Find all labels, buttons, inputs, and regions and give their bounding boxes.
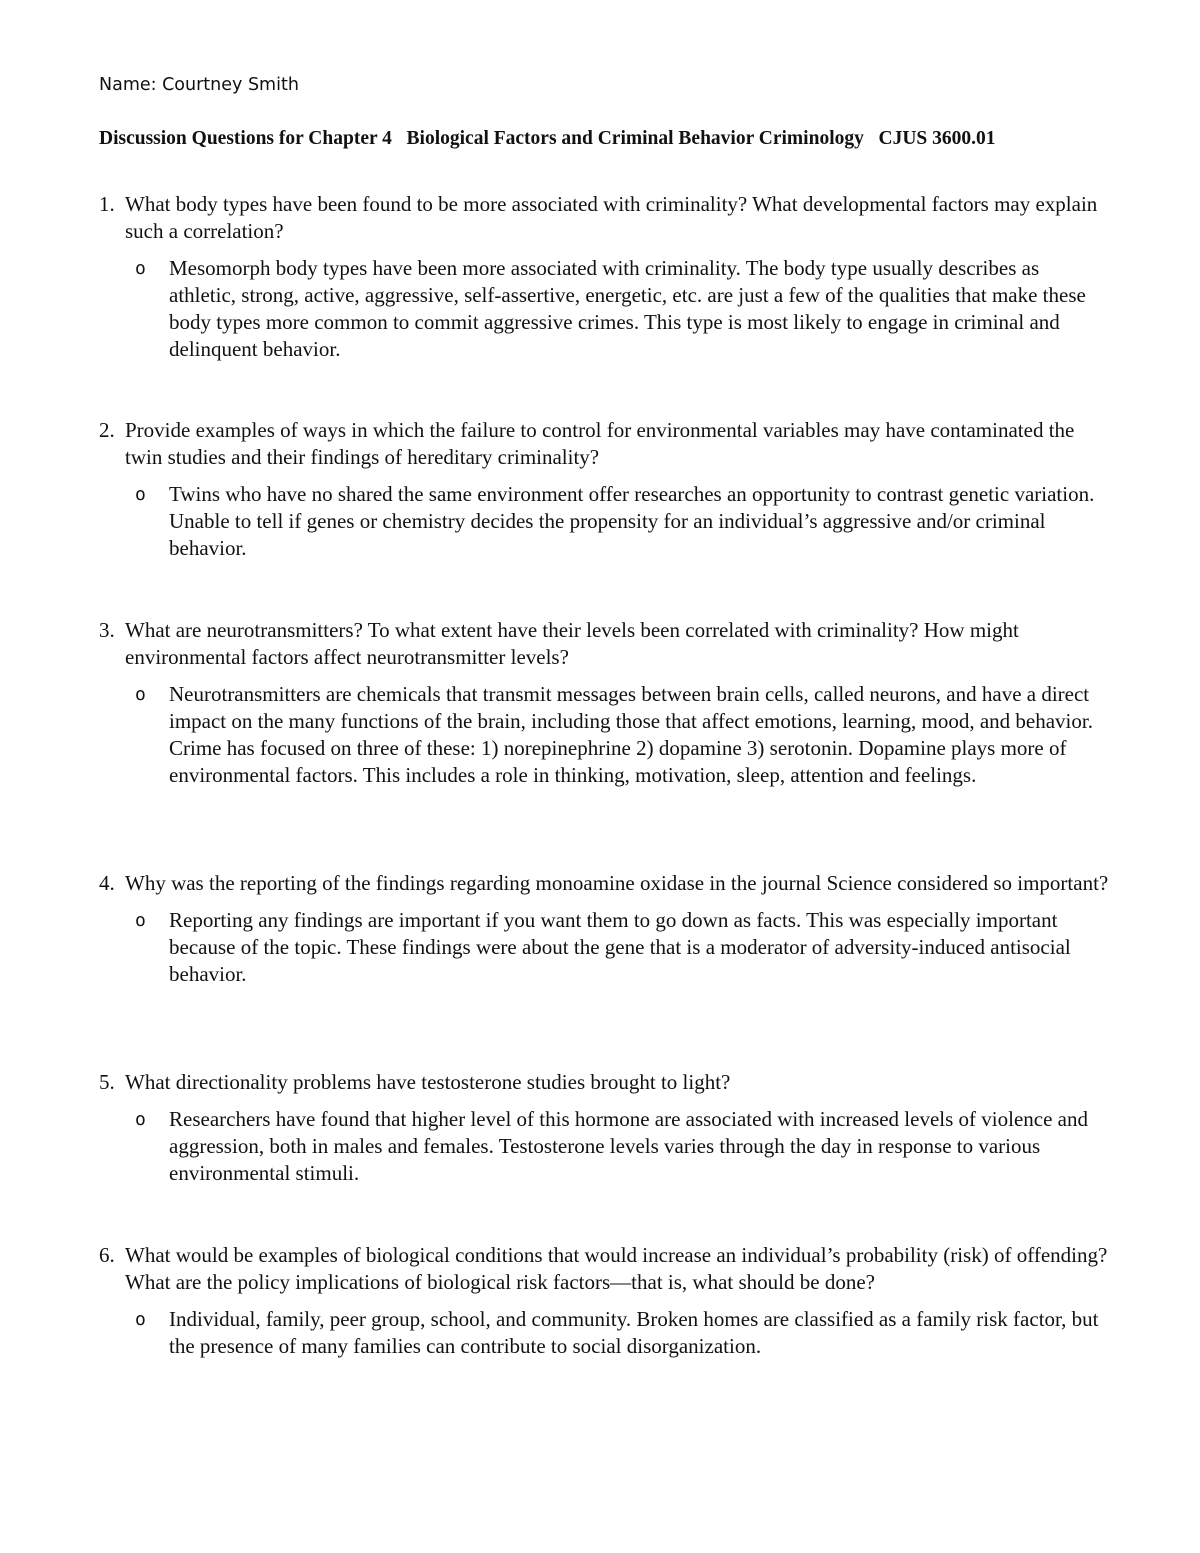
bullet-icon: o — [135, 1309, 146, 1330]
answer-text: Mesomorph body types have been more associated with criminality. The body type usually describes as athletic, strong, active, aggressive, self-assertive, energetic, etc. are just a few of the qualities that make these body types more common to commit aggressive crimes. This type is most likely to engage in criminal and delinquent behavior. — [169, 256, 1086, 361]
question-number: 3. — [99, 618, 115, 642]
bullet-icon: o — [135, 258, 146, 279]
question-6 — [99, 1242, 1109, 1360]
question-text: What would be examples of biological conditions that would increase an individual’s probability (risk) of offending? What are the policy implications of biological risk factors—that is, what should be done? — [125, 1243, 1108, 1294]
question-2 — [99, 417, 1109, 562]
answer-text: Neurotransmitters are chemicals that transmit messages between brain cells, called neurons, and have a direct impact on the many functions of the brain, including those that affect emotions, learning, mood, and behavior. Crime has focused on three of these: 1) norepinephrine 2) dopamine 3) serotonin. Dopamine plays more of environmental factors. This includes a role in thinking, motivation, sleep, attention and feelings. — [169, 682, 1093, 787]
student-name: Name: Courtney Smith — [99, 75, 299, 95]
question-text: What directionality problems have testosterone studies brought to light? — [125, 1070, 731, 1094]
question-text: What are neurotransmitters? To what extent have their levels been correlated with criminality? How might environmental factors affect neurotransmitter levels? — [125, 618, 1019, 669]
question-5 — [99, 1069, 1109, 1187]
question-number: 4. — [99, 871, 115, 895]
bullet-icon: o — [135, 484, 146, 505]
question-4 — [99, 870, 1109, 988]
answer-item — [135, 907, 1109, 988]
answer-item — [135, 1306, 1109, 1360]
bullet-icon: o — [135, 684, 146, 705]
answer-item — [135, 681, 1109, 789]
document-title: Discussion Questions for Chapter 4 Biological Factors and Criminal Behavior Criminology CJUS 3600.01 — [99, 128, 996, 149]
question-text: Provide examples of ways in which the failure to control for environmental variables may have contaminated the twin studies and their findings of hereditary criminality? — [125, 418, 1075, 469]
question-text: Why was the reporting of the findings regarding monoamine oxidase in the journal Science considered so important? — [125, 871, 1109, 895]
answer-item — [135, 481, 1109, 562]
answer-text: Reporting any findings are important if you want them to go down as facts. This was especially important because of the topic. These findings were about the gene that is a moderator of adversity-induced antisocial behavior. — [169, 908, 1071, 986]
question-3 — [99, 617, 1109, 789]
bullet-icon: o — [135, 1109, 146, 1130]
question-number: 5. — [99, 1070, 115, 1094]
answer-item — [135, 255, 1109, 363]
question-number: 2. — [99, 418, 115, 442]
question-text: What body types have been found to be more associated with criminality? What developmental factors may explain such a correlation? — [125, 192, 1098, 243]
answer-text: Twins who have no shared the same environment offer researches an opportunity to contrast genetic variation. Unable to tell if genes or chemistry decides the propensity for an individual’s aggressive and/or criminal behavior. — [169, 482, 1095, 560]
question-number: 6. — [99, 1243, 115, 1267]
answer-item — [135, 1106, 1109, 1187]
bullet-icon: o — [135, 910, 146, 931]
answer-text: Researchers have found that higher level of this hormone are associated with increased levels of violence and aggression, both in males and females. Testosterone levels varies through the day in response to various environmental stimuli. — [169, 1107, 1088, 1185]
question-1 — [99, 191, 1109, 363]
question-number: 1. — [99, 192, 115, 216]
answer-text: Individual, family, peer group, school, and community. Broken homes are classified as a family risk factor, but the presence of many families can contribute to social disorganization. — [169, 1307, 1099, 1358]
